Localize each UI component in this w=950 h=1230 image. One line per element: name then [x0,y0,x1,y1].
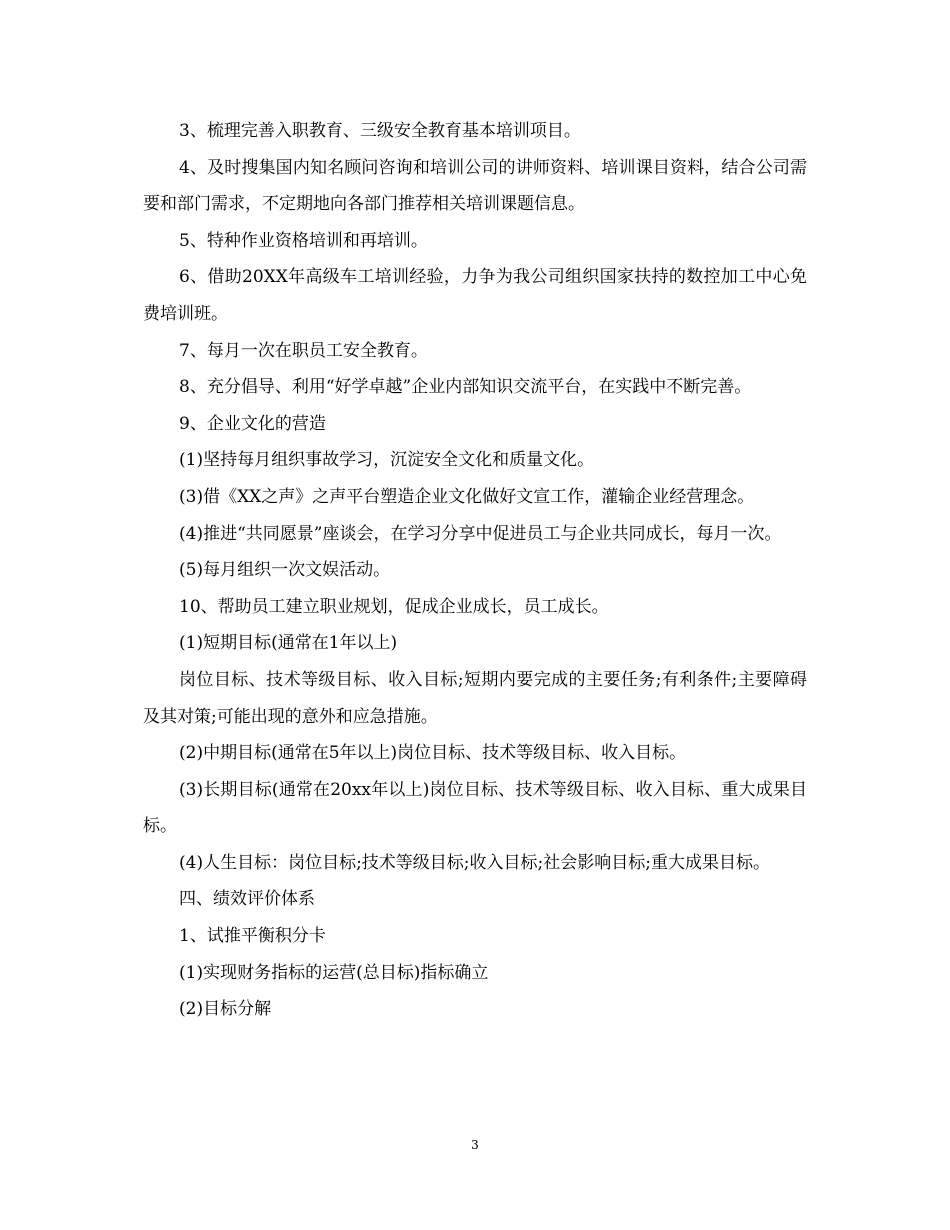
paragraph-subitem-10-4: (4)人生目标：岗位目标;技术等级目标;收入目标;社会影响目标;重大成果目标。 [179,852,770,873]
paragraph-section4-item-1: 1、试推平衡积分卡 [179,926,326,947]
paragraph-subitem-10-1: (1)短期目标(通常在1年以上) [179,633,398,654]
paragraph-item-5: 5、特种作业资格培训和再培训。 [179,230,428,251]
section-heading-performance: 四、绩效评价体系 [179,889,315,910]
paragraph-subitem-9-3: (3)借《XX之声》之声平台塑造企业文化做好文宣工作，灌输企业经营理念。 [179,486,755,507]
paragraph-item-3: 3、梳理完善入职教育、三级安全教育基本培训项目。 [179,121,581,141]
paragraph-section4-subitem-1: (1)实现财务指标的运营(总目标)指标确立 [179,962,489,983]
paragraph-subitem-9-1: (1)坚持每月组织事故学习，沉淀安全文化和质量文化。 [179,450,595,471]
paragraph-subitem-10-2: (2)中期目标(通常在5年以上)岗位目标、技术等级目标、收入目标。 [179,743,687,764]
paragraph-item-9: 9、企业文化的营造 [179,413,326,434]
paragraph-subitem-9-4: (4)推进“共同愿景”座谈会，在学习分享中促进员工与企业共同成长，每月一次。 [179,523,782,544]
paragraph-item-6: 6、借助20XX年高级车工培训经验，力争为我公司组织国家扶持的数控加工中心免费培训班。 [143,267,807,324]
paragraph-subitem-10-3: (3)长期目标(通常在20xx年以上)岗位目标、技术等级目标、收入目标、重大成果目标。 [143,779,807,837]
page-number: 3 [471,1138,479,1152]
paragraph-item-10: 10、帮助员工建立职业规划，促成企业成长，员工成长。 [179,596,609,617]
paragraph-section4-subitem-2: (2)目标分解 [179,999,272,1020]
paragraph-item-4: 4、及时搜集国内知名顾问咨询和培训公司的讲师资料、培训课目资料，结合公司需要和部门需求，不定期地向各部门推荐相关培训课题信息。 [143,157,807,215]
paragraph-subitem-9-5: (5)每月组织一次文娱活动。 [179,560,391,581]
paragraph-item-8: 8、充分倡导、利用“好学卓越”企业内部知识交流平台，在实践中不断完善。 [179,377,752,398]
paragraph-item-7: 7、每月一次在职员工安全教育。 [179,340,428,361]
body-text [143,113,807,1028]
paragraph-short-term-detail: 岗位目标、技术等级目标、收入目标;短期内要完成的主要任务;有利条件;主要障碍及其对策;可能出现的意外和应急措施。 [143,669,807,727]
